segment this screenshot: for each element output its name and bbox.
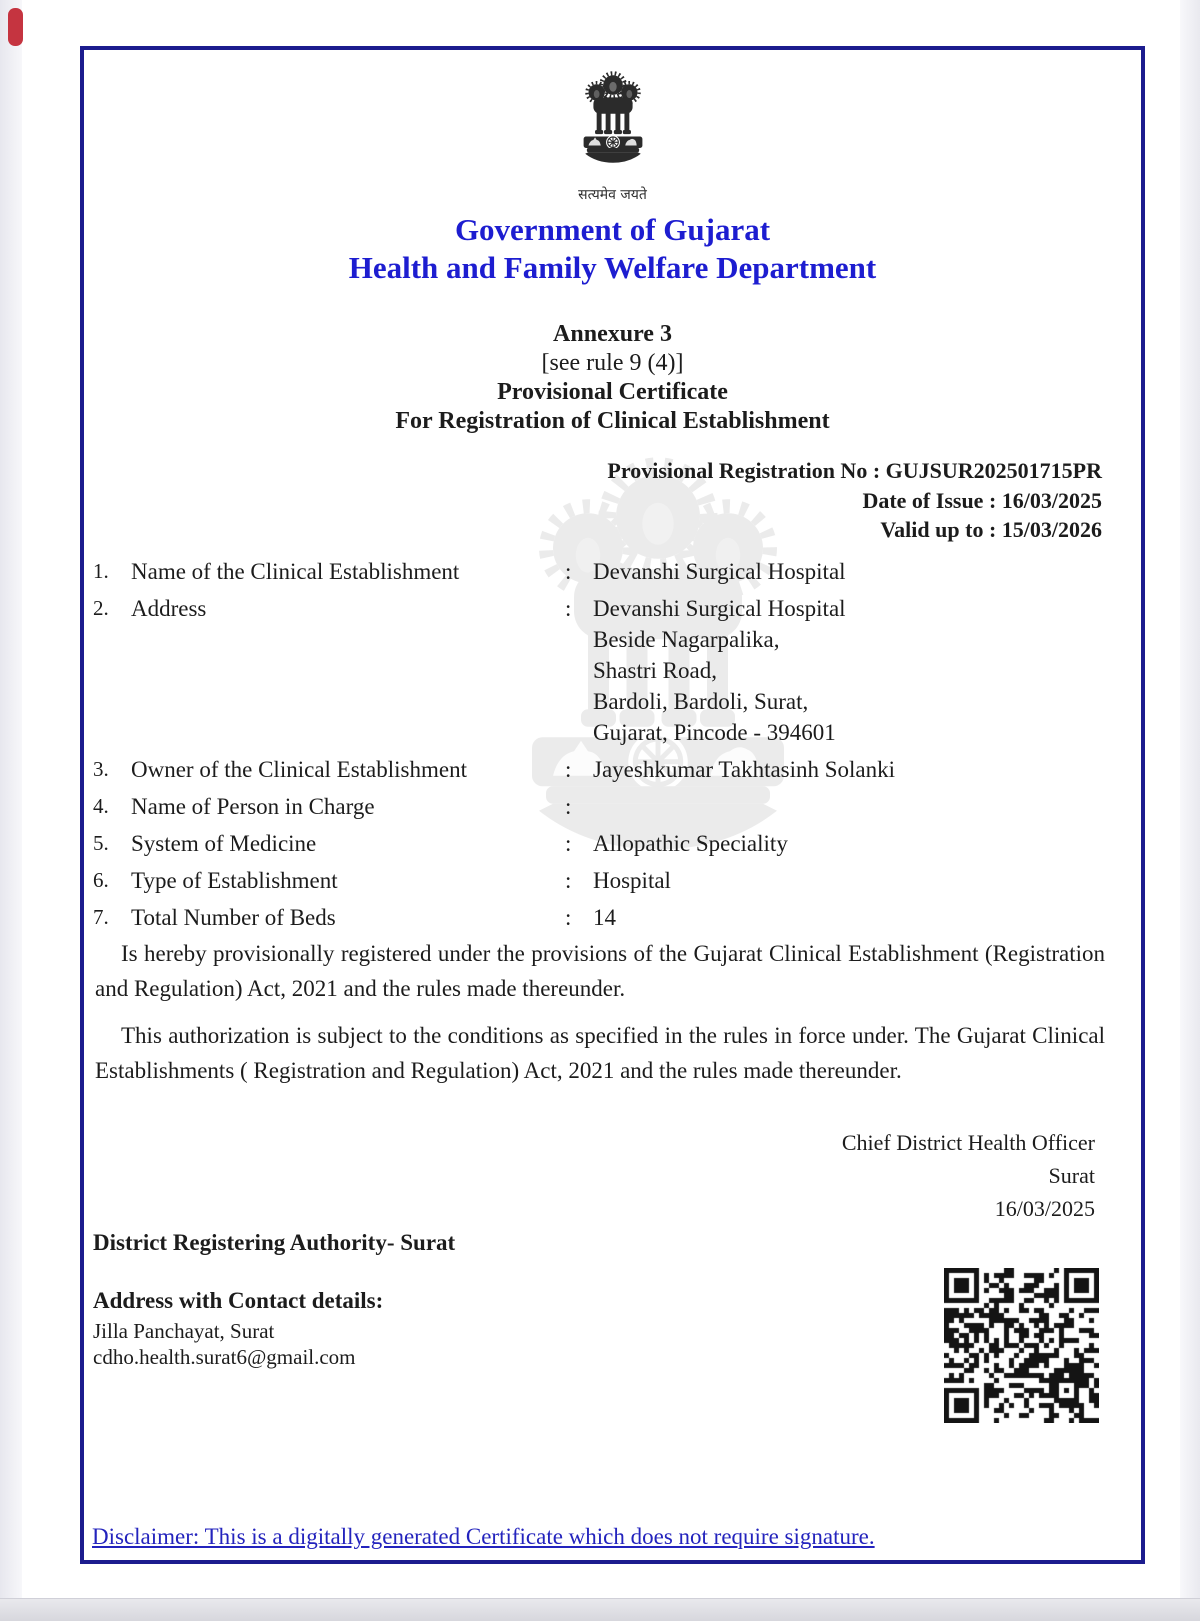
certificate-title: Provisional Certificate	[497, 379, 728, 405]
address-line: Beside Nagarpalika,	[593, 627, 780, 652]
validity-date: Valid up to : 15/03/2026	[880, 517, 1102, 542]
colon-separator: :	[565, 831, 572, 856]
annexure-title: Annexure 3	[553, 321, 672, 347]
national-emblem-icon	[564, 58, 662, 180]
field-label: Owner of the Clinical Establishment	[131, 757, 467, 782]
issue-date: Date of Issue : 16/03/2025	[862, 487, 1102, 513]
colon-separator: :	[565, 559, 572, 584]
field-value	[593, 593, 1113, 748]
field-row	[93, 556, 1113, 587]
field-label: Address	[131, 596, 207, 621]
certificate-titles	[80, 320, 1145, 436]
field-value: Allopathic Speciality	[593, 831, 788, 856]
colon-separator: :	[565, 794, 572, 819]
address-line: Devanshi Surgical Hospital	[593, 596, 846, 621]
field-number: 2.	[93, 596, 109, 620]
colon-separator: :	[565, 757, 572, 782]
field-label: System of Medicine	[131, 831, 317, 856]
red-marker	[8, 8, 23, 46]
address-line: Gujarat, Pincode - 394601	[593, 720, 836, 745]
registration-block	[607, 456, 1102, 545]
contact-block	[93, 1288, 383, 1370]
bottom-edge-band	[0, 1598, 1200, 1621]
field-value: Devanshi Surgical Hospital	[593, 559, 846, 584]
contact-heading: Address with Contact details:	[93, 1288, 384, 1313]
field-label: Total Number of Beds	[131, 905, 336, 930]
colon-separator: :	[565, 596, 572, 621]
field-number: 7.	[93, 905, 109, 929]
signatory-date: 16/03/2025	[994, 1196, 1095, 1221]
colon-separator: :	[565, 868, 572, 893]
disclaimer-text: Disclaimer: This is a digitally generated Certificate which does not require signature.	[92, 1524, 875, 1549]
emblem-caption: सत्यमेव जयते	[578, 187, 647, 203]
fields-list	[93, 556, 1113, 939]
colon-separator: :	[565, 905, 572, 930]
field-row	[93, 791, 1113, 822]
field-number: 1.	[93, 559, 109, 583]
department-title: Health and Family Welfare Department	[348, 250, 877, 285]
signatory-title: Chief District Health Officer	[841, 1130, 1095, 1155]
field-value: 14	[593, 905, 616, 930]
field-number: 5.	[93, 831, 109, 855]
field-label: Name of Person in Charge	[131, 794, 375, 819]
field-number: 4.	[93, 794, 109, 818]
field-number: 6.	[93, 868, 109, 892]
field-row	[93, 902, 1113, 933]
registration-number: Provisional Registration No : GUJSUR202501715PR	[607, 458, 1102, 483]
right-edge-strip	[1180, 0, 1200, 1600]
field-number: 3.	[93, 757, 109, 781]
address-line: Shastri Road,	[593, 658, 717, 683]
address-line: Bardoli, Bardoli, Surat,	[593, 689, 809, 714]
contact-address: Jilla Panchayat, Surat	[93, 1319, 275, 1343]
field-value	[593, 791, 1113, 822]
rule-subtitle: [see rule 9 (4)]	[541, 350, 684, 376]
field-label: Name of the Clinical Establishment	[131, 559, 460, 584]
field-value: Hospital	[593, 868, 671, 893]
signature-block	[842, 1126, 1095, 1225]
contact-email: cdho.health.surat6@gmail.com	[93, 1345, 356, 1369]
qr-code	[944, 1268, 1099, 1423]
field-label: Type of Establishment	[131, 868, 338, 893]
government-title: Government of Gujarat	[454, 212, 771, 247]
registered-paragraph: Is hereby provisionally registered under the provisions of the Gujarat Clinical Establishment (Registration and Regulation) Act, 2021 and the rules made thereunder.	[95, 941, 1105, 1001]
authorization-paragraph: This authorization is subject to the conditions as specified in the rules in force under. The Gujarat Clinical Establishments ( Registration and Regulation) Act, 2021 and the rules made thereunder.	[95, 1023, 1105, 1083]
left-edge-strip	[0, 0, 22, 1600]
field-row	[93, 754, 1113, 785]
field-value: Jayeshkumar Takhtasinh Solanki	[593, 757, 896, 782]
field-row	[93, 593, 1113, 748]
field-row	[93, 828, 1113, 859]
signatory-place: Surat	[1048, 1163, 1095, 1188]
authority-title: District Registering Authority- Surat	[93, 1230, 456, 1255]
certificate-header	[80, 58, 1145, 287]
field-row	[93, 865, 1113, 896]
certificate-subtitle: For Registration of Clinical Establishment	[395, 408, 830, 434]
